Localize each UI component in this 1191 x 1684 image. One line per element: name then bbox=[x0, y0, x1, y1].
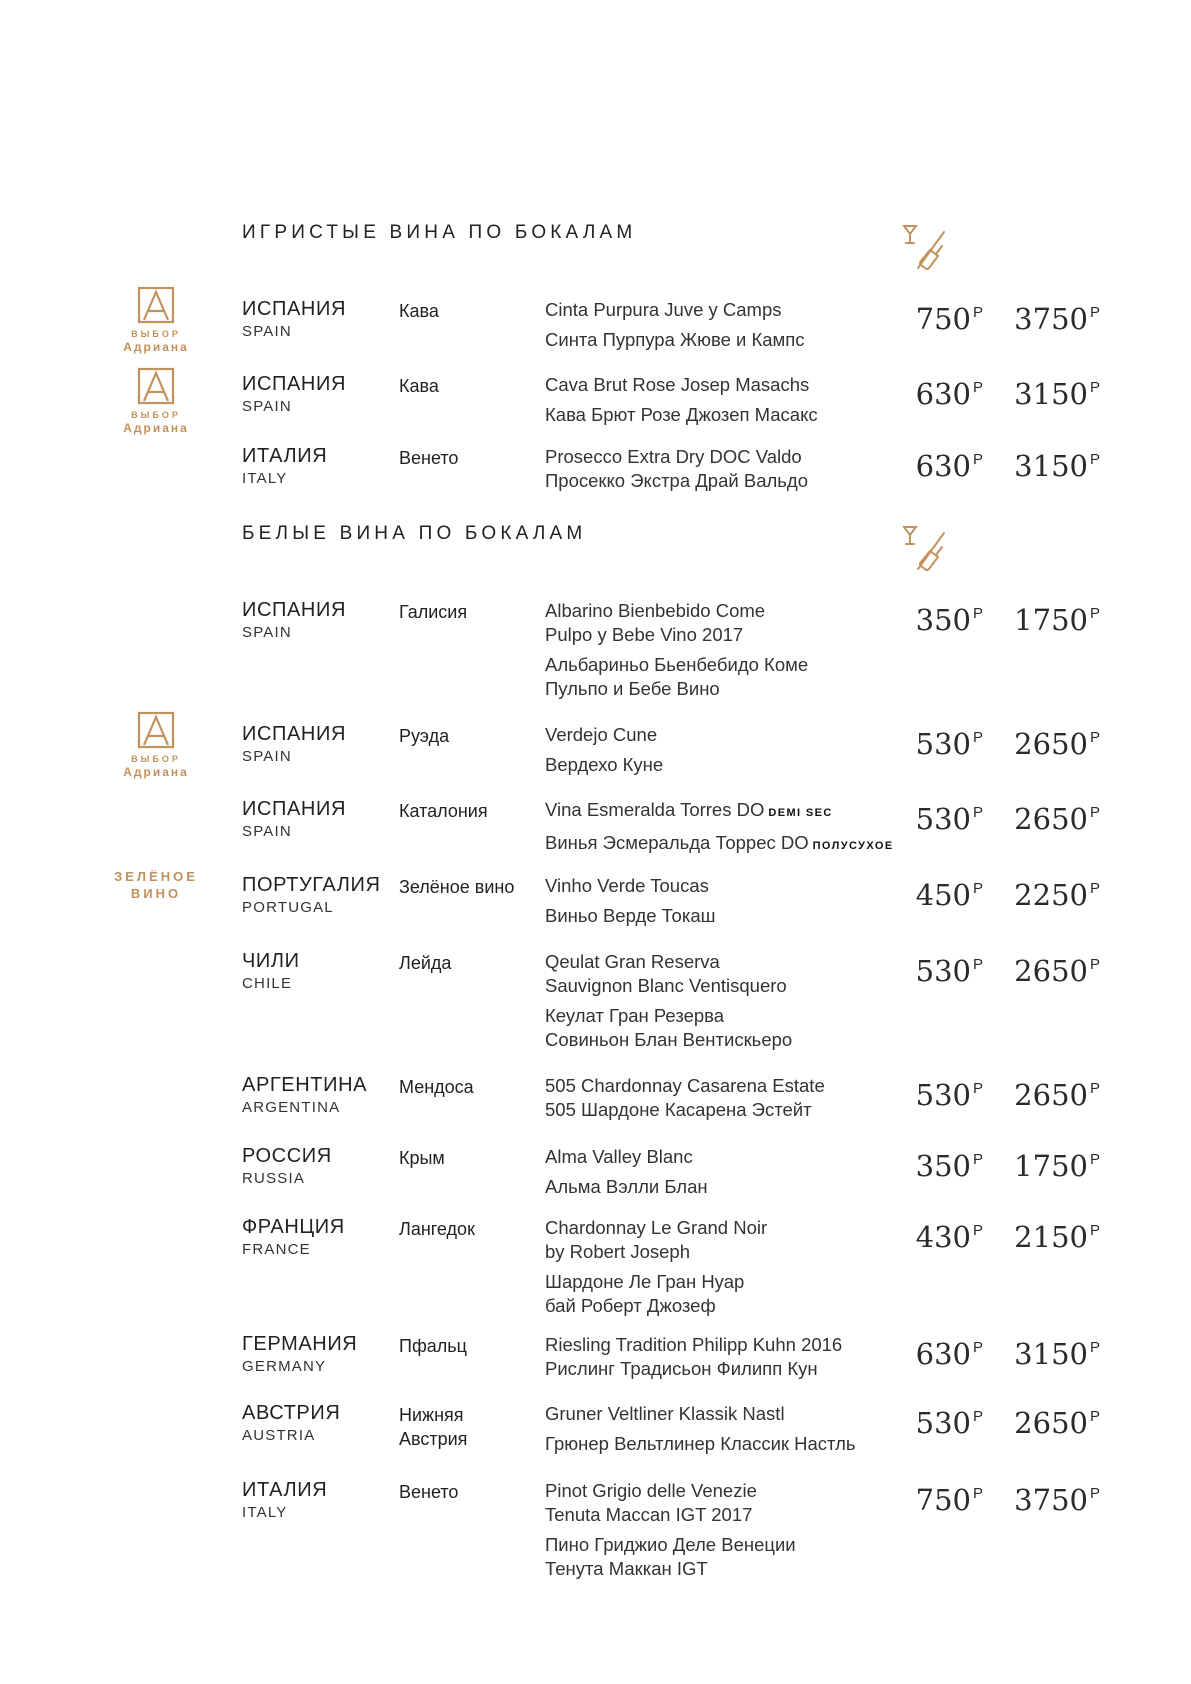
price-glass-value: 750 bbox=[915, 1483, 971, 1517]
price-glass bbox=[916, 377, 983, 411]
currency-symbol: Р bbox=[972, 1408, 983, 1425]
price-glass-value: 530 bbox=[915, 1406, 971, 1440]
wine-name-ru: Совиньон Блан Вентискьеро bbox=[545, 1029, 793, 1050]
adriana-choice-badge bbox=[116, 286, 196, 354]
region-name: Пфальц bbox=[399, 1336, 467, 1356]
region-name: Венето bbox=[399, 448, 459, 468]
currency-symbol: Р bbox=[1089, 1222, 1100, 1239]
country-name-en: PORTUGAL bbox=[242, 899, 334, 916]
country-name: ЧИЛИ bbox=[242, 950, 300, 972]
country-name-en: SPAIN bbox=[242, 398, 292, 415]
green-badge-line-1: ЗЕЛЁНОЕ bbox=[114, 869, 198, 884]
wine-name-en: Alma Valley Blanc bbox=[545, 1146, 693, 1167]
adriana-choice-badge bbox=[116, 711, 196, 779]
price-bottle bbox=[1014, 1149, 1100, 1183]
price-glass bbox=[916, 1078, 983, 1112]
price-glass-value: 350 bbox=[915, 603, 971, 637]
region-name: Кава bbox=[399, 301, 439, 321]
wine-name-ru: Рислинг Традисьон Филипп Кун bbox=[545, 1358, 818, 1379]
region-name: Нижняя Австрия bbox=[399, 1405, 468, 1449]
wine-name-ru: Просекко Экстра Драй Вальдо bbox=[545, 470, 809, 491]
price-glass bbox=[916, 727, 983, 761]
wine-name-en: Chardonnay Le Grand Noir bbox=[545, 1217, 768, 1238]
country-name-en: SPAIN bbox=[242, 748, 292, 765]
wine-name bbox=[545, 950, 905, 1052]
currency-symbol: Р bbox=[972, 1080, 983, 1097]
price-bottle bbox=[1014, 603, 1100, 637]
price-glass bbox=[916, 449, 983, 483]
price-glass bbox=[916, 1406, 983, 1440]
wine-name-en: Vina Esmeralda Torres DO DEMI SEC bbox=[545, 799, 833, 820]
price-bottle-value: 2650 bbox=[1014, 1406, 1088, 1440]
price-bottle-value: 3750 bbox=[1014, 1483, 1088, 1517]
price-glass-value: 530 bbox=[915, 1078, 971, 1112]
country-name-en: GERMANY bbox=[242, 1358, 327, 1375]
badge-line-1: ВЫБОР bbox=[131, 754, 181, 764]
badge-line-2: Адриана bbox=[123, 421, 189, 435]
currency-symbol: Р bbox=[972, 1151, 983, 1168]
region-name: Каталония bbox=[399, 801, 488, 821]
currency-symbol: Р bbox=[1089, 804, 1100, 821]
price-glass-value: 630 bbox=[915, 449, 971, 483]
price-glass bbox=[916, 1149, 983, 1183]
country-name: ИСПАНИЯ bbox=[242, 599, 346, 621]
wine-name bbox=[545, 373, 905, 427]
price-bottle-value: 3150 bbox=[1014, 377, 1088, 411]
price-bottle-value: 3750 bbox=[1014, 302, 1088, 336]
wine-name-en: Cava Brut Rose Josep Masachs bbox=[545, 374, 810, 395]
wine-name-ru: Шардоне Ле Гран Нуар bbox=[545, 1271, 745, 1292]
price-glass-value: 530 bbox=[915, 954, 971, 988]
price-bottle-value: 2150 bbox=[1014, 1220, 1088, 1254]
currency-symbol: Р bbox=[972, 1222, 983, 1239]
adriana-choice-badge bbox=[116, 367, 196, 435]
price-bottle bbox=[1014, 1483, 1100, 1517]
price-glass bbox=[916, 603, 983, 637]
wine-name-ru: Альма Вэлли Блан bbox=[545, 1176, 708, 1197]
currency-symbol: Р bbox=[972, 379, 983, 396]
currency-symbol: Р bbox=[1089, 956, 1100, 973]
currency-symbol: Р bbox=[1089, 379, 1100, 396]
wine-name bbox=[545, 1145, 905, 1199]
badge-line-2: Адриана bbox=[123, 765, 189, 779]
currency-symbol: Р bbox=[972, 804, 983, 821]
currency-symbol: Р bbox=[972, 956, 983, 973]
wine-name-ru: Винья Эсмеральда Торрес DO ПОЛУСУХОЕ bbox=[545, 832, 894, 853]
wine-name-en: Qeulat Gran Reserva bbox=[545, 951, 720, 972]
currency-symbol: Р bbox=[972, 605, 983, 622]
wine-name-en: Riesling Tradition Philipp Kuhn 2016 bbox=[545, 1334, 843, 1355]
badge-line-1: ВЫБОР bbox=[131, 329, 181, 339]
currency-symbol: Р bbox=[972, 451, 983, 468]
wine-name-en: Sauvignon Blanc Ventisquero bbox=[545, 975, 787, 996]
price-bottle bbox=[1014, 1220, 1100, 1254]
price-glass-value: 750 bbox=[915, 302, 971, 336]
green-wine-badge bbox=[106, 868, 206, 902]
country-name-en: CHILE bbox=[242, 975, 293, 992]
wine-name-ru: бай Роберт Джозеф bbox=[545, 1295, 716, 1316]
price-bottle bbox=[1014, 878, 1100, 912]
adriana-a-logo-icon bbox=[137, 286, 175, 324]
badge-line-1: ВЫБОР bbox=[131, 410, 181, 420]
wine-name-ru: Вердехо Куне bbox=[545, 754, 664, 775]
price-bottle bbox=[1014, 302, 1100, 336]
country-name: ИСПАНИЯ bbox=[242, 723, 346, 745]
price-glass-value: 630 bbox=[915, 1337, 971, 1371]
badge-line-2: Адриана bbox=[123, 340, 189, 354]
country-name-en: SPAIN bbox=[242, 823, 292, 840]
country-name: ИТАЛИЯ bbox=[242, 1479, 328, 1501]
currency-symbol: Р bbox=[1089, 1408, 1100, 1425]
country-name-en: ITALY bbox=[242, 1504, 288, 1521]
wine-name-en: Pinot Grigio delle Venezie bbox=[545, 1480, 757, 1501]
country-name: ИСПАНИЯ bbox=[242, 298, 346, 320]
country-name-en: RUSSIA bbox=[242, 1170, 306, 1187]
price-bottle bbox=[1014, 954, 1100, 988]
region-name: Крым bbox=[399, 1148, 445, 1168]
country-name: АРГЕНТИНА bbox=[242, 1074, 368, 1096]
wine-name-ru: 505 Шардоне Касарена Эстейт bbox=[545, 1099, 812, 1120]
price-glass-value: 430 bbox=[915, 1220, 971, 1254]
price-bottle bbox=[1014, 1078, 1100, 1112]
country-name-en: SPAIN bbox=[242, 624, 292, 641]
wine-name-ru: Грюнер Вельтлинер Классик Настль bbox=[545, 1433, 856, 1454]
wine-name-en: Gruner Veltliner Klassik Nastl bbox=[545, 1403, 785, 1424]
wine-name-en: by Robert Joseph bbox=[545, 1241, 691, 1262]
wine-name bbox=[545, 1402, 905, 1456]
price-bottle bbox=[1014, 727, 1100, 761]
wine-name-en: Pulpo y Bebe Vino 2017 bbox=[545, 624, 744, 645]
country-name: ГЕРМАНИЯ bbox=[242, 1333, 358, 1355]
region-name: Венето bbox=[399, 1482, 459, 1502]
price-bottle-value: 2650 bbox=[1014, 727, 1088, 761]
adriana-a-logo-icon bbox=[137, 711, 175, 749]
wine-name-en: 505 Chardonnay Casarena Estate bbox=[545, 1075, 825, 1096]
wine-name bbox=[545, 798, 905, 858]
price-bottle-value: 3150 bbox=[1014, 1337, 1088, 1371]
country-name: ИСПАНИЯ bbox=[242, 373, 346, 395]
wine-name bbox=[545, 1216, 905, 1318]
wine-name bbox=[545, 445, 905, 493]
wine-name bbox=[545, 874, 905, 928]
price-bottle bbox=[1014, 377, 1100, 411]
price-glass bbox=[916, 1483, 983, 1517]
currency-symbol: Р bbox=[1089, 729, 1100, 746]
price-glass bbox=[916, 802, 983, 836]
region-name: Зелёное вино bbox=[399, 877, 515, 897]
wine-name bbox=[545, 298, 905, 352]
currency-symbol: Р bbox=[1089, 451, 1100, 468]
currency-symbol: Р bbox=[1089, 1485, 1100, 1502]
wine-name bbox=[545, 599, 905, 701]
price-bottle-value: 3150 bbox=[1014, 449, 1088, 483]
price-bottle-value: 2650 bbox=[1014, 1078, 1088, 1112]
currency-symbol: Р bbox=[1089, 304, 1100, 321]
green-badge-line-2: ВИНО bbox=[130, 886, 182, 901]
price-glass-value: 350 bbox=[915, 1149, 971, 1183]
glass-and-bottle-icon bbox=[902, 525, 950, 573]
country-name-en: ARGENTINA bbox=[242, 1099, 341, 1116]
country-name-en: AUSTRIA bbox=[242, 1427, 316, 1444]
wine-name-en: Verdejo Cune bbox=[545, 724, 658, 745]
price-bottle bbox=[1014, 1406, 1100, 1440]
country-name-en: FRANCE bbox=[242, 1241, 311, 1258]
price-bottle-value: 1750 bbox=[1014, 603, 1088, 637]
wine-name bbox=[545, 1333, 905, 1381]
section-title-white: БЕЛЫЕ ВИНА ПО БОКАЛАМ bbox=[242, 523, 587, 544]
wine-name-ru: Кава Брют Розе Джозеп Масакс bbox=[545, 404, 818, 425]
price-glass-value: 630 bbox=[915, 377, 971, 411]
country-name: АВСТРИЯ bbox=[242, 1402, 341, 1424]
currency-symbol: Р bbox=[1089, 605, 1100, 622]
region-name: Мендоса bbox=[399, 1077, 474, 1097]
price-bottle-value: 2650 bbox=[1014, 802, 1088, 836]
wine-name-en: Cinta Purpura Juve y Camps bbox=[545, 299, 782, 320]
currency-symbol: Р bbox=[1089, 1151, 1100, 1168]
country-name: РОССИЯ bbox=[242, 1145, 332, 1167]
wine-name-ru: Виньо Верде Токаш bbox=[545, 905, 716, 926]
region-name: Кава bbox=[399, 376, 439, 396]
price-glass-value: 450 bbox=[915, 878, 971, 912]
country-name-en: SPAIN bbox=[242, 323, 292, 340]
wine-name-en: Albarino Bienbebido Come bbox=[545, 600, 766, 621]
wine-name-en: Tenuta Maccan IGT 2017 bbox=[545, 1504, 753, 1525]
wine-name-en: Vinho Verde Toucas bbox=[545, 875, 709, 896]
region-name: Лейда bbox=[399, 953, 452, 973]
price-glass-value: 530 bbox=[915, 727, 971, 761]
wine-name-ru: Кеулат Гран Резерва bbox=[545, 1005, 725, 1026]
country-name: ИСПАНИЯ bbox=[242, 798, 346, 820]
price-glass bbox=[916, 954, 983, 988]
currency-symbol: Р bbox=[972, 304, 983, 321]
glass-and-bottle-icon bbox=[902, 224, 950, 272]
wine-name bbox=[545, 723, 905, 777]
sweetness-tag: ПОЛУСУХОЕ bbox=[812, 840, 894, 852]
currency-symbol: Р bbox=[1089, 1339, 1100, 1356]
country-name: ИТАЛИЯ bbox=[242, 445, 328, 467]
currency-symbol: Р bbox=[972, 729, 983, 746]
wine-name bbox=[545, 1479, 905, 1581]
country-name: ФРАНЦИЯ bbox=[242, 1216, 345, 1238]
currency-symbol: Р bbox=[972, 1485, 983, 1502]
price-bottle-value: 2250 bbox=[1014, 878, 1088, 912]
country-name-en: ITALY bbox=[242, 470, 288, 487]
region-name: Лангедок bbox=[399, 1219, 475, 1239]
region-name: Руэда bbox=[399, 726, 450, 746]
country-name: ПОРТУГАЛИЯ bbox=[242, 874, 381, 896]
wine-name bbox=[545, 1074, 905, 1122]
wine-name-ru: Синта Пурпура Жюве и Кампс bbox=[545, 329, 805, 350]
wine-name-ru: Тенута Маккан IGT bbox=[545, 1558, 708, 1579]
sweetness-tag: DEMI SEC bbox=[768, 807, 833, 819]
wine-name-en: Prosecco Extra Dry DOC Valdo bbox=[545, 446, 802, 467]
wine-name-ru: Пино Гриджио Деле Венеции bbox=[545, 1534, 796, 1555]
price-bottle bbox=[1014, 802, 1100, 836]
price-glass bbox=[916, 878, 983, 912]
region-name: Галисия bbox=[399, 602, 468, 622]
currency-symbol: Р bbox=[972, 1339, 983, 1356]
price-bottle bbox=[1014, 449, 1100, 483]
price-glass bbox=[916, 1337, 983, 1371]
currency-symbol: Р bbox=[1089, 1080, 1100, 1097]
adriana-a-logo-icon bbox=[137, 367, 175, 405]
currency-symbol: Р bbox=[972, 880, 983, 897]
wine-name-ru: Пульпо и Бебе Вино bbox=[545, 678, 720, 699]
price-bottle-value: 1750 bbox=[1014, 1149, 1088, 1183]
wine-name-ru: Альбариньо Бьенбебидо Коме bbox=[545, 654, 809, 675]
price-glass bbox=[916, 1220, 983, 1254]
price-glass-value: 530 bbox=[915, 802, 971, 836]
price-bottle-value: 2650 bbox=[1014, 954, 1088, 988]
currency-symbol: Р bbox=[1089, 880, 1100, 897]
price-bottle bbox=[1014, 1337, 1100, 1371]
section-title-sparkling: ИГРИСТЫЕ ВИНА ПО БОКАЛАМ bbox=[242, 222, 637, 243]
price-glass bbox=[916, 302, 983, 336]
